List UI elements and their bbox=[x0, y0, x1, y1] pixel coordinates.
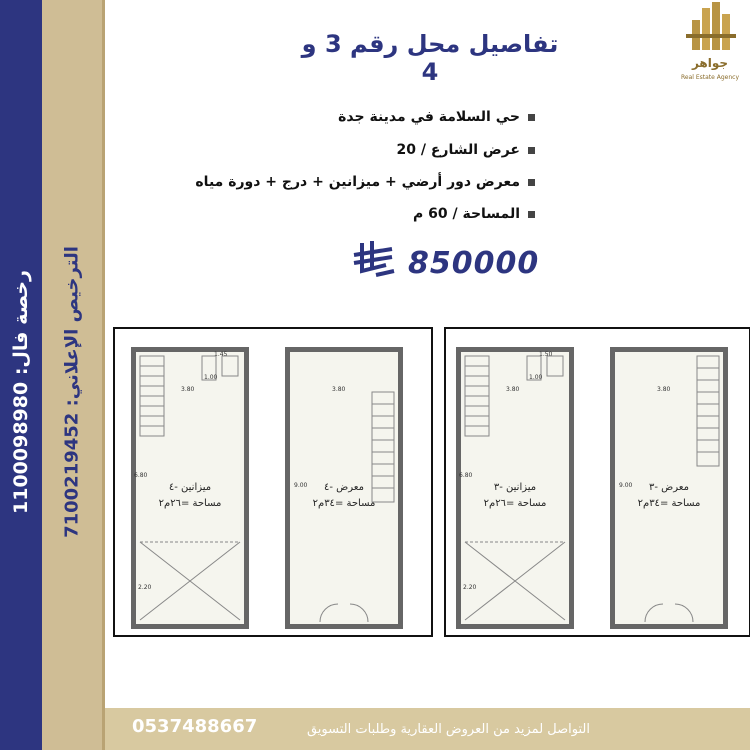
license-band-navy bbox=[0, 0, 42, 750]
riyal-currency-icon bbox=[352, 241, 396, 279]
band-divider bbox=[102, 0, 105, 750]
room-label-showroom-4: معرض -٤ مساحة =٣٤م٢ bbox=[312, 482, 376, 509]
detail-street-width: عرض الشارع / 20 bbox=[396, 142, 535, 158]
room-label-mezzanine-3: ميزانين -٣ مساحة =٢٦م٢ bbox=[483, 482, 547, 509]
floor-plan-mezzanine-3: 1.50 3.80 6.80 2.20 1.00 ميزانين -٣ مساحة =٢٦م٢ bbox=[456, 347, 574, 629]
floor-plan-showroom-4: 3.80 9.00 معرض -٤ مساحة =٣٤م٢ bbox=[285, 347, 403, 629]
contact-phone[interactable]: 0537488667 bbox=[132, 716, 258, 737]
detail-location: حي السلامة في مدينة جدة bbox=[338, 109, 535, 125]
bullet-icon bbox=[528, 147, 535, 154]
room-label-mezzanine-4: ميزانين -٤ مساحة =٢٦م٢ bbox=[158, 482, 222, 509]
ad-license-text: الترخيص الإعلاني: 7100219452 bbox=[61, 246, 83, 538]
page-title: تفاصيل محل رقم 3 و 4 bbox=[301, 30, 559, 86]
license-band-gold bbox=[42, 0, 102, 750]
room-label-showroom-3: معرض -٣ مساحة =٣٤م٢ bbox=[637, 482, 701, 509]
fal-license-text: رخصة فال: 1100098980 bbox=[10, 270, 32, 514]
detail-layout: معرض دور أرضي + ميزانين + درج + دورة مياه bbox=[195, 174, 535, 190]
bullet-icon bbox=[528, 114, 535, 121]
floor-plan-mezzanine-4: 1.45 3.80 6.80 2.20 1.00 ميزانين -٤ مساحة =٢٦م٢ bbox=[131, 347, 249, 629]
floor-plan-frame-unit-4 bbox=[113, 327, 433, 637]
contact-text: التواصل لمزيد من العروض العقارية وطلبات التسويق bbox=[306, 722, 590, 737]
bullet-icon bbox=[528, 179, 535, 186]
bullet-icon bbox=[528, 211, 535, 218]
logo-name: جواهر bbox=[691, 56, 729, 70]
detail-area: المساحة / 60 م bbox=[413, 206, 535, 222]
price-value: 850000 bbox=[408, 246, 540, 281]
floor-plan-showroom-3: 3.80 9.00 معرض -٣ مساحة =٣٤م٢ bbox=[610, 347, 728, 629]
logo-subtitle: Real Estate Agency bbox=[681, 74, 739, 81]
floor-plan-frame-unit-3 bbox=[444, 327, 750, 637]
